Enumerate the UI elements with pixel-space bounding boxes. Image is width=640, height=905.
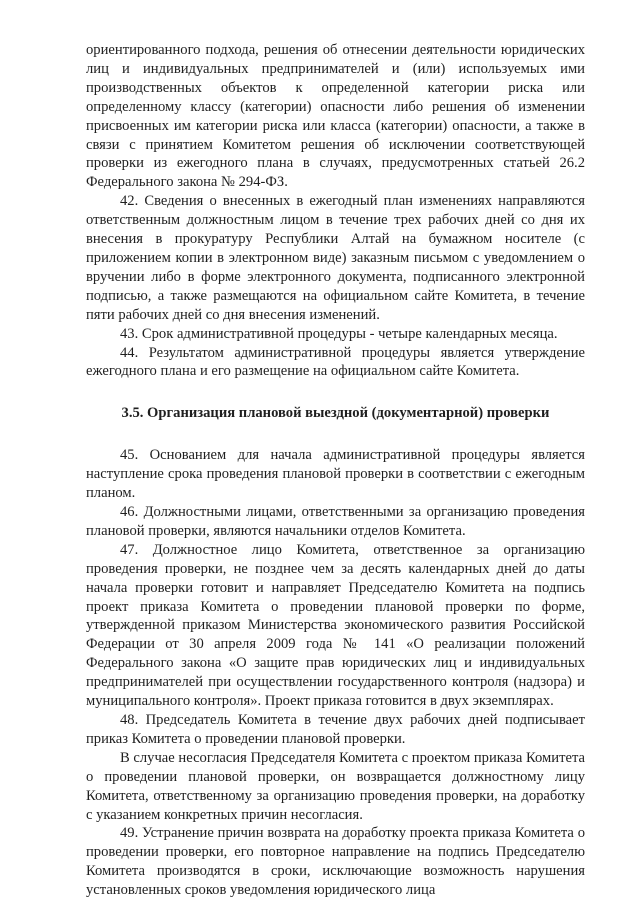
paragraph-47: 47. Должностное лицо Комитета, ответственное за организацию проведения проверки, не позднее чем за десять календарных дней до даты начала проверки готовит и направляет Председателю Комитета на подпись проект приказа Комитета о проведении плановой проверки по форме, утвержденной приказом Министерства экономического развития Российской Федерации от 30 апреля 2009 года № 141 «О реализации положений Федерального закона «О защите прав юридических лиц и индивидуальных предпринимателей при осуществлении государственного контроля (надзора) и муниципального контроля». Проект приказа готовится в двух экземплярах. [86,541,585,710]
paragraph-44: 44. Результатом административной процедуры является утверждение ежегодного плана и его размещение на официальном сайте Комитета. [86,344,585,380]
paragraph-45: 45. Основанием для начала административной процедуры является наступление срока проведения плановой проверки в соответствии с ежегодным планом. [86,447,585,502]
section-heading: 3.5. Организация плановой выездной (документарной) проверки [121,405,550,422]
paragraph-43: 43. Срок административной процедуры - четыре календарных месяца. [120,325,558,342]
paragraph-48: 48. Председатель Комитета в течение двух рабочих дней подписывает приказ Комитета о проведении плановой проверки. [86,712,585,747]
paragraph-42: 42. Сведения о внесенных в ежегодный план изменениях направляются ответственным должностным лицом в течение трех рабочих дней со дня их внесения в прокуратуру Республики Алтай на бумажном носителе (с приложением копии в электронном виде) заказным письмом с уведомлением о вручении либо в форме электронного документа, подписанного электронной подписью, а также размещаются на официальном сайте Комитета, в течение пяти рабочих дней со дня внесения изменений. [86,193,585,323]
document-body [86,41,585,900]
paragraph-48-continuation: В случае несогласия Председателя Комитета с проектом приказа Комитета о проведении плановой проверки, он возвращается должностному лицу Комитета, ответственному за организацию проведения проверки, на доработку с указанием конкретных причин несогласия. [86,749,585,823]
paragraph-46: 46. Должностными лицами, ответственными за организацию проведения плановой проверки, являются начальники отделов Комитета. [86,504,585,539]
paragraph-49: 49. Устранение причин возврата на доработку проекта приказа Комитета о проведении проверки, его повторное направление на подпись Председателю Комитета производятся в сроки, исключающие возможность нарушения установленных сроков уведомления юридического лица [86,825,585,899]
paragraph-continuation: ориентированного подхода, решения об отнесении деятельности юридических лиц и индивидуальных предпринимателей и (или) используемых ими производственных объектов к определенной категории риска или определенному классу (категории) опасности либо решения об изменении присвоенных им категории риска или класса (категории) опасности, а также в связи с принятием Комитетом решения об исключении соответствующей проверки из ежегодного плана в случаях, предусмотренных статьей 26.2 Федерального закона № 294-ФЗ. [86,42,585,191]
